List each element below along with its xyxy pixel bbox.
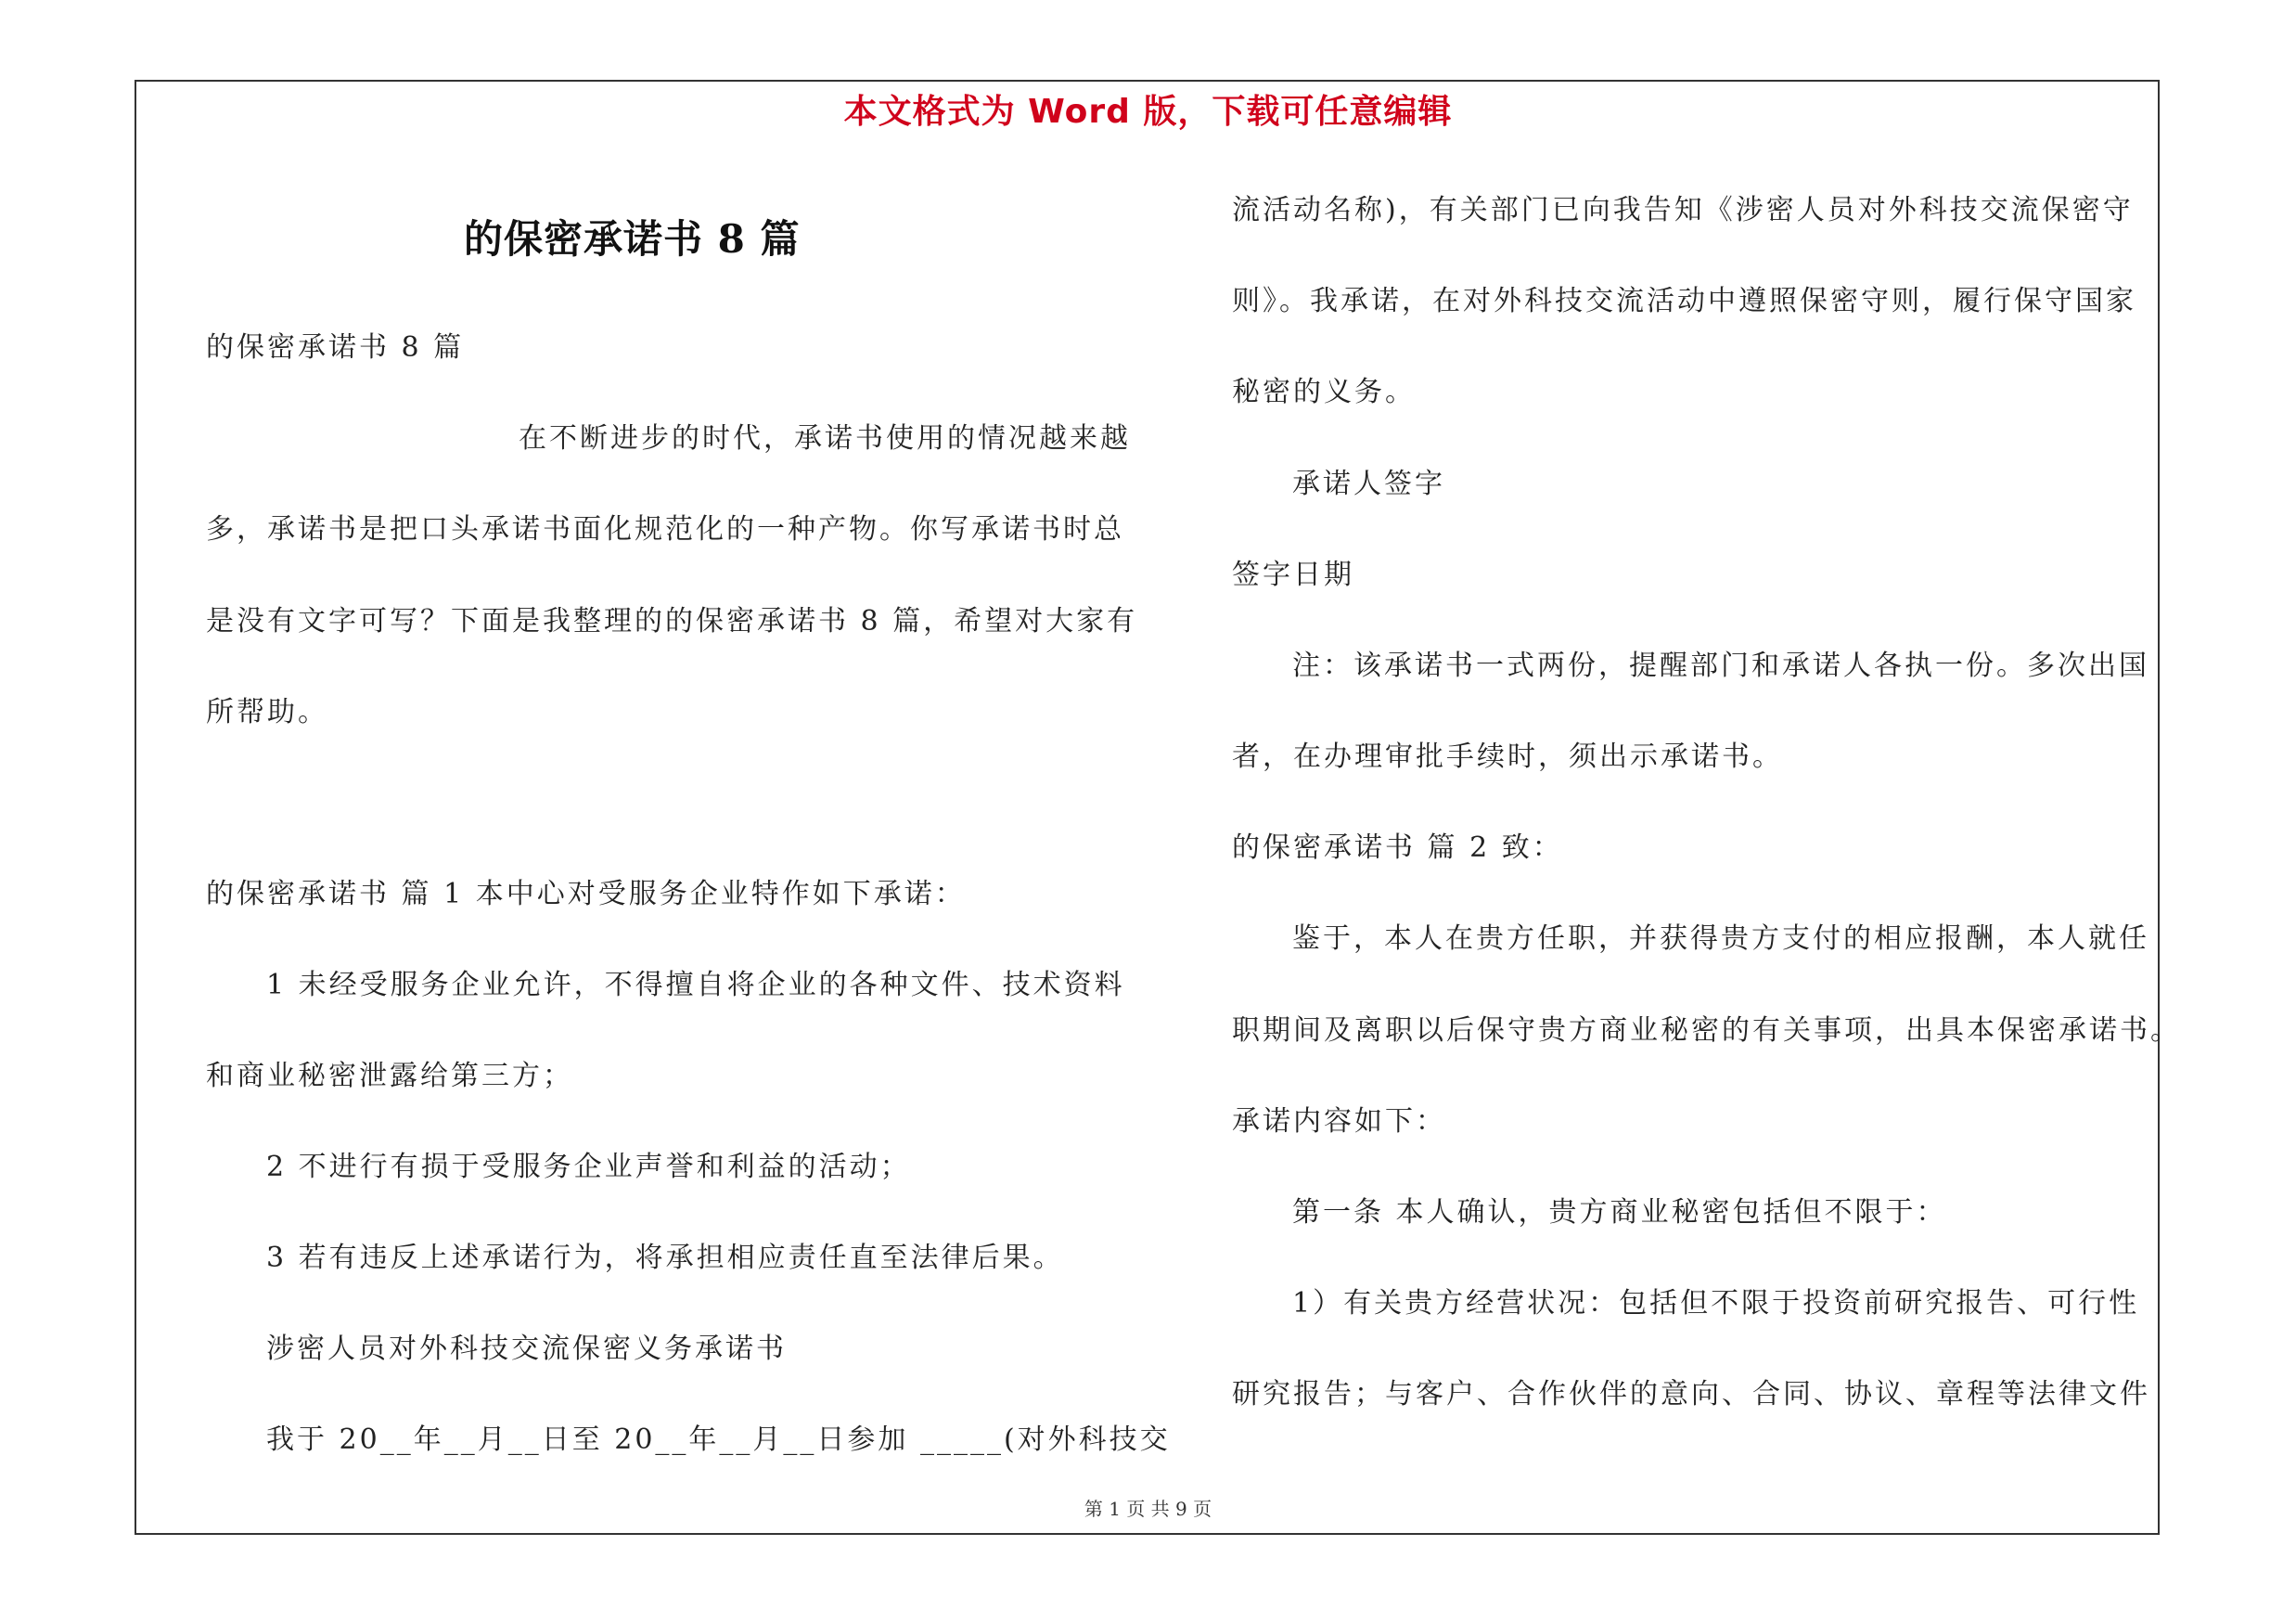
section-heading: 的保密承诺书 篇 1 本中心对受服务企业特作如下承诺： <box>206 878 966 910</box>
signature-date-label: 签字日期 <box>1232 559 1354 591</box>
text-line: 流活动名称)，有关部门已向我告知《涉密人员对外科技交流保密守 <box>1232 194 2134 226</box>
text-line: 3 若有违反上述承诺行为，将承担相应责任直至法律后果。 <box>266 1242 1064 1274</box>
text-line: 承诺内容如下： <box>1232 1105 1446 1138</box>
text-line: 1 未经受服务企业允许，不得擅自将企业的各种文件、技术资料 <box>266 969 1125 1001</box>
text-line: 是没有文字可写？下面是我整理的的保密承诺书 8 篇，希望对大家有 <box>206 605 1138 638</box>
section-heading: 的保密承诺书 篇 2 致： <box>1232 831 1563 864</box>
text-line: 则》。我承诺，在对外科技交流活动中遵照保密守则，履行保守国家 <box>1232 285 2136 317</box>
document-title: 的保密承诺书 8 篇 <box>464 216 801 262</box>
text-line: 的保密承诺书 8 篇 <box>206 331 465 364</box>
page-number-footer: 第 1 页 共 9 页 <box>1084 1498 1212 1520</box>
text-line: 多，承诺书是把口头承诺书面化规范化的一种产物。你写承诺书时总 <box>206 513 1124 546</box>
text-line: 者，在办理审批手续时，须出示承诺书。 <box>1232 741 1783 773</box>
word-format-banner: 本文格式为 Word 版，下载可任意编辑 <box>843 93 1453 131</box>
subsection-heading: 涉密人员对外科技交流保密义务承诺书 <box>266 1333 787 1365</box>
signature-label: 承诺人签字 <box>1292 468 1445 500</box>
text-line: 在不断进步的时代，承诺书使用的情况越来越 <box>519 422 1131 455</box>
text-line: 鉴于，本人在贵方任职，并获得贵方支付的相应报酬，本人就任 <box>1292 922 2149 955</box>
text-line: 1）有关贵方经营状况：包括但不限于投资前研究报告、可行性 <box>1292 1287 2140 1320</box>
text-line: 研究报告；与客户、合作伙伴的意向、合同、协议、章程等法律文件 <box>1232 1378 2150 1410</box>
text-line: 我于 20__年__月__日至 20__年__月__日参加 _____(对外科技交 <box>266 1423 1171 1456</box>
text-line: 第一条 本人确认，贵方商业秘密包括但不限于： <box>1292 1196 1947 1229</box>
text-line: 职期间及离职以后保守贵方商业秘密的有关事项，出具本保密承诺书。 <box>1232 1014 2181 1047</box>
text-line: 秘密的义务。 <box>1232 376 1416 408</box>
text-line: 和商业秘密泄露给第三方； <box>206 1060 573 1092</box>
text-line: 所帮助。 <box>206 696 328 728</box>
text-line: 2 不进行有损于受服务企业声誉和利益的活动； <box>266 1151 911 1183</box>
text-line: 注：该承诺书一式两份，提醒部门和承诺人各执一份。多次出国 <box>1292 650 2149 682</box>
